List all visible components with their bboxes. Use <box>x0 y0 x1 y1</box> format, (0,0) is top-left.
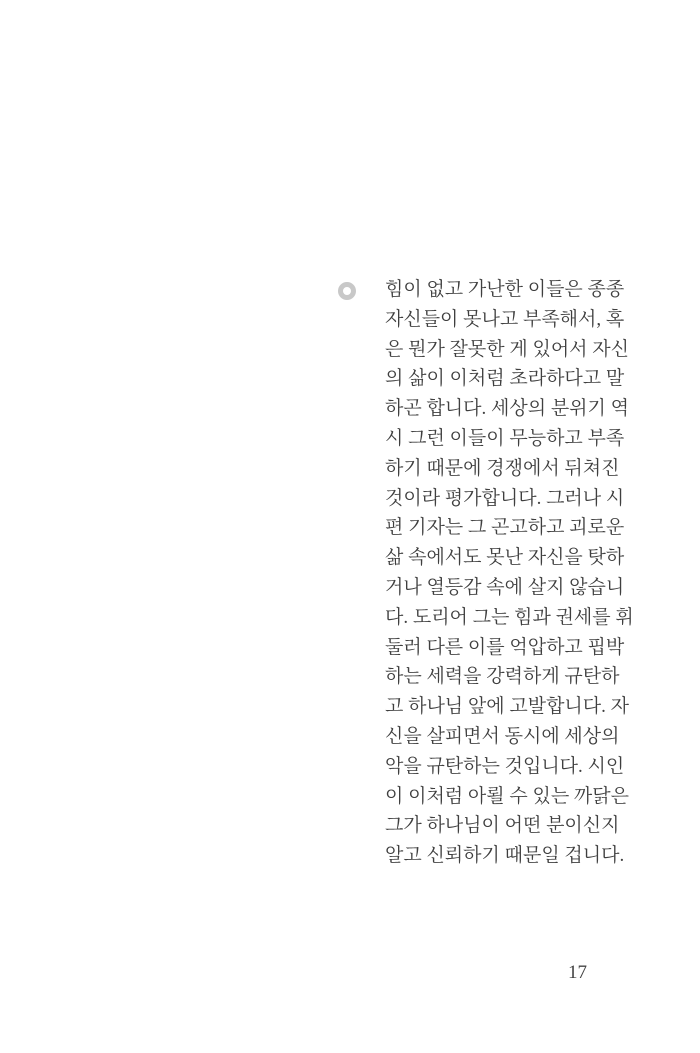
text-line: 힘이 없고 가난한 이들은 종종 <box>385 279 625 300</box>
paragraph <box>385 275 634 871</box>
text-line: 하는 세력을 강력하게 규탄하 <box>385 666 620 688</box>
text-line: 것이라 평가합니다. 그러나 시 <box>385 487 625 509</box>
text-line: 편 기자는 그 곤고하고 괴로운 <box>385 517 625 539</box>
text-line: 악을 규탄하는 것입니다. 시인 <box>385 755 625 777</box>
text-line: 거나 열등감 속에 살지 않습니 <box>385 576 625 598</box>
text-line: 이 이처럼 아뢸 수 있는 까닭은 <box>385 785 629 807</box>
text-line: 하기 때문에 경쟁에서 뒤쳐진 <box>385 457 620 479</box>
text-line: 그가 하나님이 어떤 분이신지 <box>385 815 620 837</box>
text-line: 고 하나님 앞에 고발합니다. 자 <box>385 696 629 718</box>
text-line: 알고 신뢰하기 때문일 겁니다. <box>385 845 625 867</box>
ring-bullet-icon <box>338 282 356 300</box>
text-line: 다. 도리어 그는 힘과 권세를 휘 <box>385 606 634 628</box>
text-line: 시 그런 이들이 무능하고 부족 <box>385 427 625 449</box>
text-line: 은 뭔가 잘못한 게 있어서 자신 <box>385 338 629 360</box>
text-line: 신을 살피면서 동시에 세상의 <box>385 725 620 747</box>
text-line: 하곤 합니다. 세상의 분위기 역 <box>385 398 629 420</box>
text-line: 삶 속에서도 못난 자신을 탓하 <box>385 547 625 569</box>
page-number: 17 <box>568 962 587 983</box>
text-line: 자신들이 못나고 부족해서, 혹 <box>385 308 625 330</box>
text-line: 의 삶이 이처럼 초라하다고 말 <box>385 368 625 390</box>
text-line: 둘러 다른 이를 억압하고 핍박 <box>385 636 625 658</box>
